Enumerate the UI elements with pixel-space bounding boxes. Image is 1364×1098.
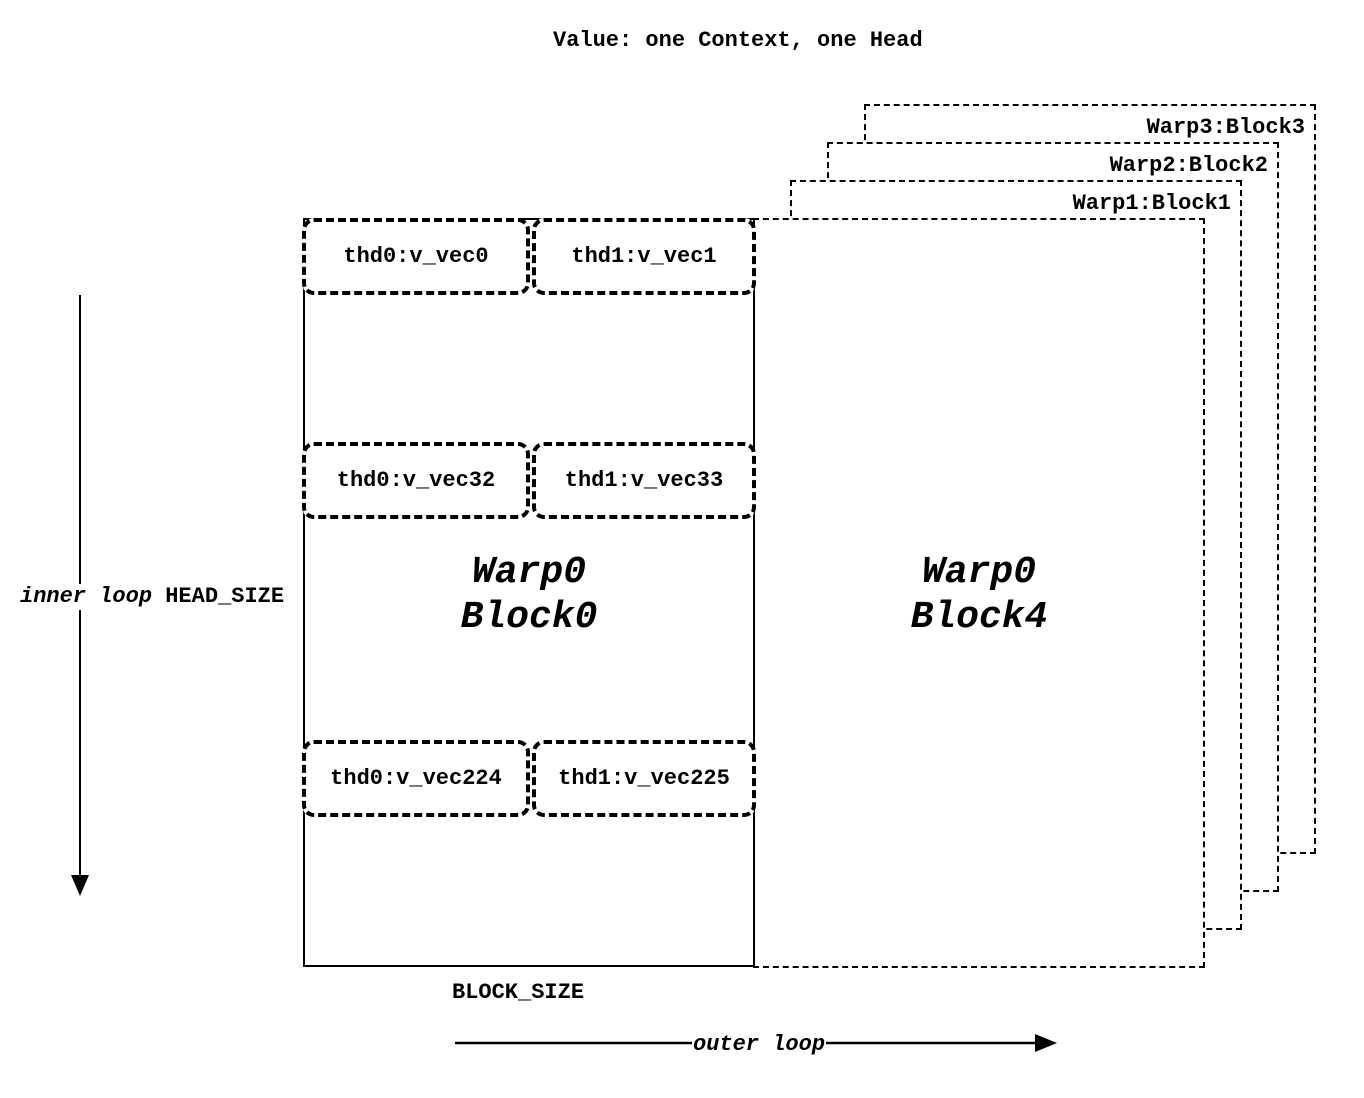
warp0-block4-label-line1: Warp0 bbox=[921, 551, 1037, 594]
warp0-block4-label bbox=[755, 550, 1203, 640]
thread-vector-cell-label: thd0:v_vec0 bbox=[343, 244, 489, 269]
thread-vector-cell-label: thd0:v_vec224 bbox=[330, 766, 502, 791]
warp2-block2-label: Warp2:Block2 bbox=[1109, 153, 1268, 178]
thread-vector-cell-label: thd1:v_vec33 bbox=[564, 468, 724, 493]
warp1-block1-label: Warp1:Block1 bbox=[1072, 191, 1231, 216]
warp0-block4-rect bbox=[753, 218, 1205, 968]
thread-vector-cell bbox=[302, 740, 530, 817]
thread-vector-cell bbox=[532, 218, 756, 295]
warp0-block0-label bbox=[305, 550, 753, 640]
block-size-axis-label: BLOCK_SIZE bbox=[452, 980, 585, 1005]
warp0-block0-rect bbox=[303, 218, 755, 967]
outer-loop-axis-label: outer loop bbox=[693, 1032, 826, 1057]
warp0-block4-label-line2: Block4 bbox=[910, 596, 1048, 639]
thread-vector-cell-label: thd0:v_vec32 bbox=[336, 468, 496, 493]
head-size-text: HEAD_SIZE bbox=[165, 584, 285, 609]
inner-loop-axis-label bbox=[18, 584, 286, 610]
thread-vector-cell-label: thd1:v_vec1 bbox=[571, 244, 717, 269]
thread-vector-cell bbox=[532, 740, 756, 817]
thread-vector-cell-label: thd1:v_vec225 bbox=[558, 766, 730, 791]
warp0-block0-label-line2: Block0 bbox=[460, 596, 598, 639]
warp0-block0-label-line1: Warp0 bbox=[471, 551, 587, 594]
thread-vector-cell bbox=[532, 442, 756, 519]
thread-vector-cell bbox=[302, 218, 530, 295]
thread-vector-cell bbox=[302, 442, 530, 519]
diagram-title: Value: one Context, one Head bbox=[553, 28, 923, 53]
inner-loop-text: inner loop bbox=[20, 584, 153, 609]
warp3-block3-label: Warp3:Block3 bbox=[1146, 115, 1305, 140]
